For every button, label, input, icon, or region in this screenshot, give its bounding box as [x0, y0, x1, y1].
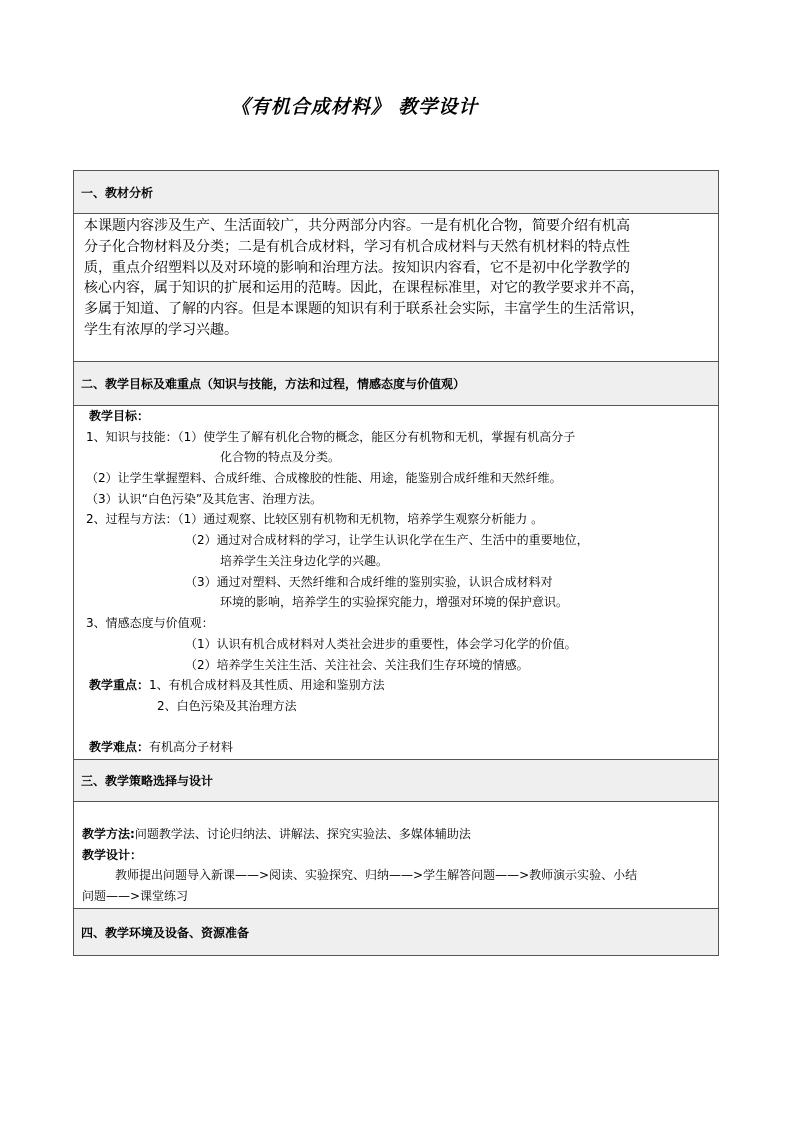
method-value: 问题教学法、讨论归纳法、讲解法、探究实验法、多媒体辅助法 [134, 827, 471, 841]
document-title: 《有机合成材料》 教学设计 [230, 96, 479, 118]
section-heading-objectives: 二、教学目标及难重点（知识与技能，方法和过程，情感态度与价值观） [74, 362, 718, 406]
design-flow-line: 问题——>课堂练习 [82, 889, 189, 903]
section-heading-strategy: 三、教学策略选择与设计 [74, 760, 718, 802]
paragraph-line: 质，重点介绍塑料以及对环境的影响和治理方法。按知识内容看，它不是初中化学教学的 [84, 259, 630, 276]
design-flow-line: 教师提出问题导入新课——>阅读、实验探究、归纳——>学生解答问题——>教师演示实验、小结 [115, 868, 638, 882]
process-method-line: （3）通过对塑料、天然纤维和合成纤维的鉴别实验，认识合成材料对 [185, 575, 553, 589]
attitude-values-line: （1）认识有机合成材料对人类社会进步的重要性，体会学习化学的价值。 [185, 637, 577, 651]
attitude-values-line: （2）培养学生关注生活、关注社会、关注我们生存环境的情感。 [185, 658, 529, 672]
lesson-plan-table [73, 170, 719, 956]
knowledge-skill-line: （3）认识“白色污染”及其危害、治理方法。 [86, 492, 323, 506]
key-points-label: 教学重点： [89, 678, 150, 692]
process-method-line: 环境的影响，培养学生的实验探究能力，增强对环境的保护意识。 [220, 595, 569, 609]
paragraph-line: 本课题内容涉及生产、生活面较广，共分两部分内容。一是有机化合物，简要介绍有机高 [84, 218, 630, 234]
attitude-values-line: 3、情感态度与价值观： [86, 616, 214, 630]
objectives-body [74, 406, 718, 760]
process-method-line: 培养学生关注身边化学的兴趣。 [220, 554, 389, 568]
paragraph-line: 多属于知道、了解的内容。但是本课题的知识有利于联系社会实际，丰富学生的生活常识， [84, 301, 644, 318]
section-heading-textbook-analysis: 一、教材分析 [74, 171, 718, 214]
key-point-2: 2、白色污染及其治理方法 [157, 699, 297, 713]
paragraph-line: 分子化合物材料及分类；二是有机合成材料，学习有机合成材料与天然有机材料的特点性 [84, 238, 630, 255]
goals-label: 教学目标： [89, 409, 150, 423]
difficulty-line [89, 737, 233, 758]
method-line [82, 824, 471, 845]
difficulty-value: 有机高分子材料 [149, 740, 234, 754]
knowledge-skill-line: （2）让学生掌握塑料、合成纤维、合成橡胶的性能、用途，能鉴别合成纤维和天然纤维。 [86, 471, 562, 485]
knowledge-skill-line: 化合物的特点及分类。 [220, 450, 341, 464]
design-label: 教学设计： [82, 848, 143, 862]
textbook-analysis-body [74, 214, 718, 362]
process-method-line: （2）通过对合成材料的学习，让学生认识化学在生产、生活中的重要地位， [185, 533, 589, 547]
key-point-1: 1、有机合成材料及其性质、用途和鉴别方法 [149, 678, 385, 692]
strategy-body [74, 802, 718, 909]
key-points-line [89, 675, 385, 696]
paragraph-line: 核心内容，属于知识的扩展和运用的范畴。因此，在课程标准里，对它的教学要求并不高， [84, 280, 644, 297]
difficulty-label: 教学难点： [89, 740, 150, 754]
method-label: 教学方法: [82, 827, 135, 841]
process-method-line: 2、过程与方法：（1）通过观察、比较区别有机物和无机物，培养学生观察分析能力 。 [86, 512, 544, 526]
knowledge-skill-line: 1、知识与技能：（1）使学生了解有机化合物的概念，能区分有机物和无机，掌握有机高分子 [86, 430, 576, 444]
paragraph-line: 学生有浓厚的学习兴趣。 [84, 321, 238, 338]
section-heading-environment: 四、教学环境及设备、资源准备 [74, 909, 718, 955]
